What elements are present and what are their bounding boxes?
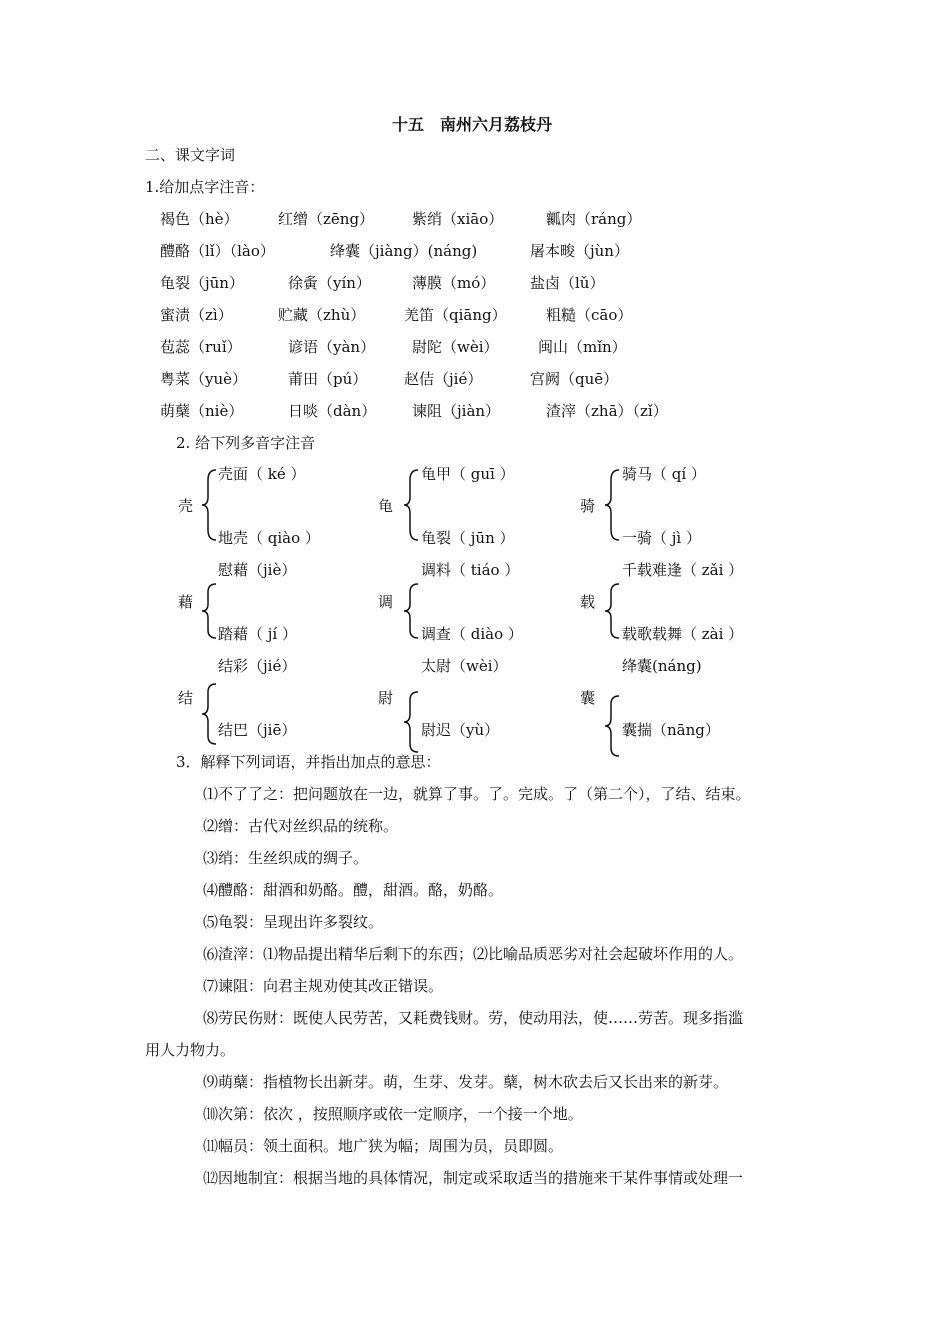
q1-heading: 1.给加点字注音： (145, 178, 265, 196)
q1-item: 瓤肉（ráng） (546, 210, 642, 228)
brace-icon (603, 582, 621, 640)
reading-top: 龟甲（ guī ） (421, 465, 515, 483)
reading-bottom: 囊揣（nāng） (622, 721, 720, 739)
definition-item: ⑵缯：古代对丝织品的统称。 (203, 817, 399, 835)
q1-item: 醴酪（lǐ）（lào） (160, 242, 275, 260)
q1-item: 闽山（mǐn） (538, 338, 627, 356)
brace-icon (402, 468, 420, 542)
q1-item: 宫阙（quē） (530, 370, 619, 388)
polyphone-char: 壳 (178, 497, 194, 515)
q2-heading: 2. 给下列多音字注音 (176, 434, 316, 452)
polyphone-char: 尉 (378, 689, 394, 707)
q1-item: 苞蕊（ruǐ） (160, 338, 242, 356)
q1-item: 屠本畯（jùn） (530, 242, 629, 260)
reading-top: 千载难逢（ zǎi ） (622, 561, 744, 579)
q1-item: 龟裂（jūn） (160, 274, 244, 292)
reading-top: 壳面（ ké ） (218, 465, 306, 483)
reading-top: 结彩（jié） (218, 657, 297, 675)
reading-bottom: 一骑（ jì ） (622, 529, 701, 547)
brace-icon (200, 582, 218, 640)
q1-item: 谏阻（jiàn） (412, 402, 501, 420)
reading-bottom: 调查（ diào ） (421, 625, 523, 643)
reading-bottom: 载歌载舞（ zài ） (622, 625, 744, 643)
definition-item: ⑹渣滓：⑴物品提出精华后剩下的东西；⑵比喻品质恶劣对社会起破坏作用的人。 (203, 945, 744, 963)
q1-item: 蜜渍（zì） (160, 306, 233, 324)
reading-top: 太尉（wèi） (421, 657, 508, 675)
q1-item: 莆田（pú） (288, 370, 368, 388)
brace-icon (200, 682, 218, 746)
q3-heading: 3．解释下列词语，并指出加点的意思： (176, 753, 441, 771)
section-heading: 二、课文字词 (145, 146, 236, 164)
q1-item: 粤菜（yuè） (160, 370, 248, 388)
q1-item: 褐色（hè） (160, 210, 239, 228)
polyphone-char: 囊 (580, 689, 596, 707)
reading-top: 骑马（ qí ） (622, 465, 706, 483)
q1-item: 紫绡（xiāo） (412, 210, 504, 228)
polyphone-char: 调 (378, 593, 394, 611)
brace-icon (603, 694, 621, 758)
page-title: 十五 南州六月荔枝丹 (392, 115, 553, 134)
reading-bottom: 龟裂（ jūn ） (421, 529, 515, 547)
brace-icon (402, 582, 420, 640)
q1-item: 萌蘖（niè） (160, 402, 244, 420)
reading-bottom: 踏藉（ jí ） (218, 625, 297, 643)
q1-item: 绛囊（jiàng）(náng) (330, 242, 478, 260)
definition-item: ⑷醴酪：甜酒和奶酪。醴，甜酒。酪，奶酪。 (203, 881, 504, 899)
q1-item: 徐夤（yín） (288, 274, 371, 292)
definition-item: ⑻劳民伤财：既使人民劳苦，又耗费钱财。劳，使动用法，使……劳苦。现多指滥 (203, 1009, 744, 1027)
reading-top: 慰藉（jiè） (218, 561, 297, 579)
q1-item: 盐卤（lǔ） (530, 274, 605, 292)
definition-item: ⑶绡：生丝织成的绸子。 (203, 849, 369, 867)
reading-top: 调料（ tiáo ） (421, 561, 520, 579)
polyphone-char: 龟 (378, 497, 394, 515)
definition-item: ⑴不了了之：把问题放在一边，就算了事。了。完成。了（第二个），了结、结束。 (203, 785, 751, 803)
polyphone-char: 骑 (580, 497, 596, 515)
q1-item: 日啖（dàn） (288, 402, 377, 420)
polyphone-char: 载 (580, 593, 596, 611)
q1-item: 红缯（zēng） (278, 210, 375, 228)
definition-item: ⑼萌蘖：指植物长出新芽。萌，生芽、发芽。蘖，树木砍去后又长出来的新芽。 (203, 1073, 729, 1091)
definition-item: ⑺谏阻：向君主规劝使其改正错误。 (203, 977, 444, 995)
q1-item: 赵佶（jié） (404, 370, 483, 388)
q1-item: 薄膜（mó） (412, 274, 496, 292)
brace-icon (200, 468, 218, 542)
q1-item: 粗糙（cāo） (546, 306, 633, 324)
definition-item: ⑸龟裂：呈现出许多裂纹。 (203, 913, 384, 931)
definition-item: ⑿因地制宜：根据当地的具体情况，制定或采取适当的措施来干某件事情或处理一 (203, 1169, 744, 1187)
brace-icon (603, 468, 621, 542)
q1-item: 渣滓（zhā）（zǐ） (546, 402, 668, 420)
reading-bottom: 地壳（ qiào ） (218, 529, 320, 547)
reading-bottom: 结巴（jiē） (218, 721, 297, 739)
q1-item: 尉陀（wèi） (412, 338, 499, 356)
q1-item: 贮藏（zhù） (278, 306, 366, 324)
definition-item-continued: 用人力物力。 (145, 1041, 236, 1059)
q1-item: 谚语（yàn） (288, 338, 376, 356)
q1-item: 羌笛（qiāng） (404, 306, 507, 324)
definition-item: ⑾幅员：领土面积。地广狭为幅；周围为员，员即圆。 (203, 1137, 564, 1155)
definition-item: ⑽次第：依次 ，按照顺序或依一定顺序，一个接一个地。 (203, 1105, 583, 1123)
reading-bottom: 尉迟（yù） (421, 721, 500, 739)
reading-top: 绛囊(náng) (622, 657, 702, 675)
polyphone-char: 结 (178, 689, 194, 707)
brace-icon (402, 690, 420, 754)
polyphone-char: 藉 (178, 593, 194, 611)
